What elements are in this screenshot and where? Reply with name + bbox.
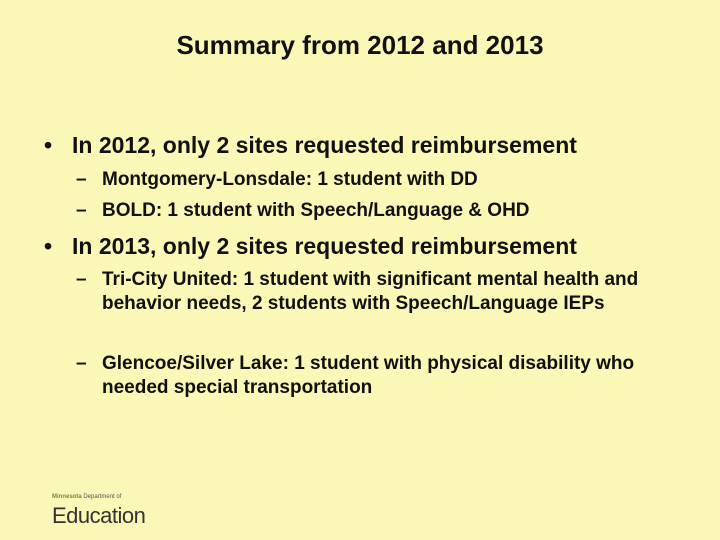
dash-marker: – (76, 269, 87, 290)
logo-state: Minnesota (52, 494, 82, 500)
dash-marker: – (76, 200, 87, 221)
bullet-marker: • (44, 233, 53, 259)
sub-item-text: BOLD: 1 student with Speech/Language & OHD (102, 200, 530, 221)
bullet-marker: • (44, 132, 53, 158)
dash-marker: – (76, 353, 87, 374)
mde-logo (52, 494, 172, 534)
bullet-text: In 2012, only 2 sites requested reimbursement (72, 132, 577, 158)
dash-marker: – (76, 169, 87, 190)
sub-item-text: Glencoe/Silver Lake: 1 student with physical disability who needed special transportation (102, 353, 635, 398)
logo-top-line (52, 494, 121, 500)
bullet-text: In 2013, only 2 sites requested reimbursement (72, 233, 577, 259)
logo-department: Department of (83, 494, 122, 500)
sub-item-text: Tri-City United: 1 student with significant mental health and behavior needs, 2 students with Speech/Language IEPs (102, 269, 639, 314)
sub-item-text: Montgomery-Lonsdale: 1 student with DD (102, 169, 478, 190)
slide-title: Summary from 2012 and 2013 (176, 30, 544, 60)
logo-name: Education (52, 503, 146, 528)
